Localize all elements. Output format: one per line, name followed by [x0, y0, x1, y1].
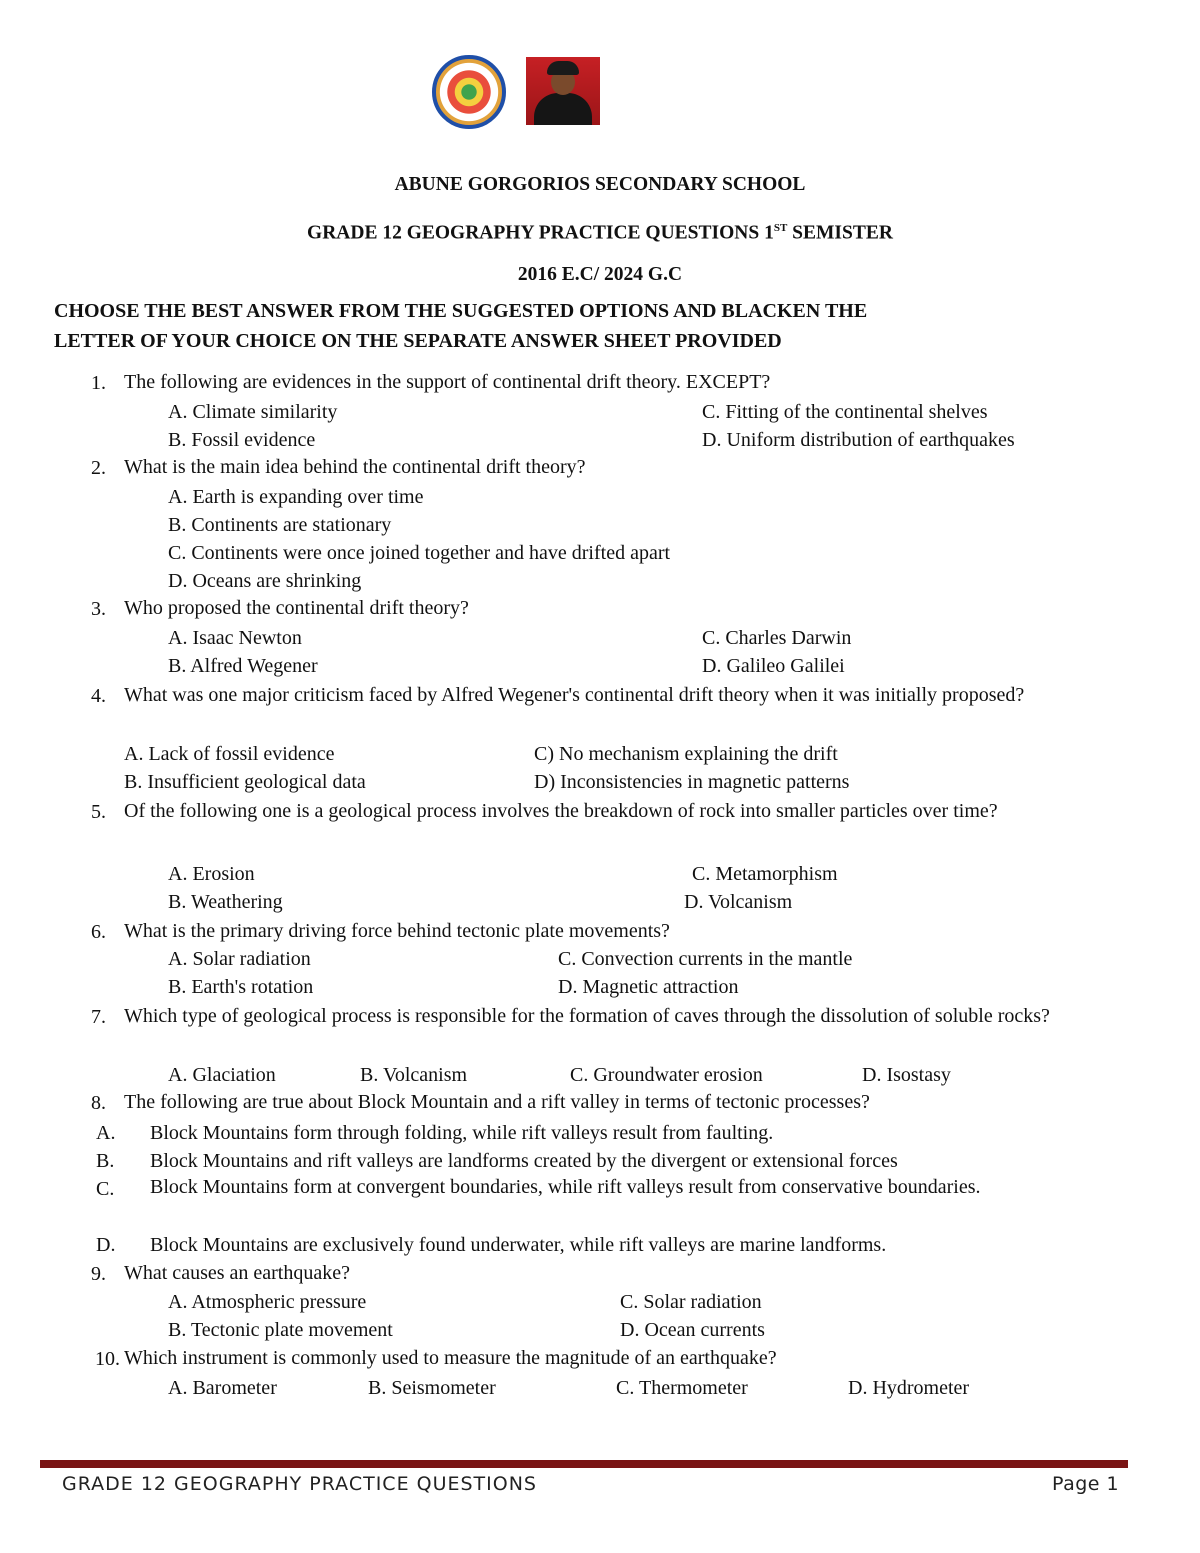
instructions: CHOOSE THE BEST ANSWER FROM THE SUGGESTED OPTIONS AND BLACKEN THE LETTER OF YOUR CHOICE ON THE SEPARATE ANSWER SHEET PROVIDED [54, 300, 868, 352]
question-stem: What is the main idea behind the continental drift theory? [124, 456, 586, 478]
option-c: C. Thermometer [616, 1377, 748, 1399]
question-number: 3. [91, 598, 106, 620]
option-d: D. Hydrometer [848, 1377, 970, 1399]
question-stem: What is the primary driving force behind tectonic plate movements? [124, 920, 670, 942]
school-name: ABUNE GORGORIOS SECONDARY SCHOOL [394, 174, 806, 195]
option-d-letter: D. [96, 1234, 116, 1256]
option-d: D. Oceans are shrinking [168, 570, 362, 592]
footer-rule [40, 1460, 1128, 1468]
option-b: B. Alfred Wegener [168, 655, 318, 677]
question-stem: Of the following one is a geological process involves the breakdown of rock into smaller particles over time? [124, 800, 998, 822]
option-d: D. Galileo Galilei [702, 655, 845, 677]
header-logos [432, 55, 600, 129]
academic-year: 2016 E.C/ 2024 G.C [517, 264, 683, 285]
option-b: B. Seismometer [368, 1377, 496, 1399]
option-c: C. Continents were once joined together and have drifted apart [168, 542, 671, 564]
option-a: A. Glaciation [168, 1064, 276, 1086]
question-number: 9. [91, 1263, 106, 1285]
question-stem: Which type of geological process is responsible for the formation of caves through the dissolution of soluble rocks? [124, 1005, 1050, 1027]
option-c: Block Mountains form at convergent boundaries, while rift valleys result from conservative boundaries. [150, 1176, 981, 1198]
option-d: D. Volcanism [684, 891, 793, 913]
question-stem: What was one major criticism faced by Alfred Wegener's continental drift theory when it was initially proposed? [124, 684, 1025, 706]
option-b-letter: B. [96, 1150, 115, 1172]
question-stem: The following are true about Block Mountain and a rift valley in terms of tectonic processes? [124, 1091, 870, 1113]
question-number: 10. [95, 1348, 120, 1370]
option-c: C. Solar radiation [620, 1291, 762, 1313]
page-number: Page 1 [1052, 1473, 1120, 1495]
question-number: 7. [91, 1006, 106, 1028]
question-number: 6. [91, 921, 106, 943]
question-number: 1. [91, 372, 106, 394]
question-stem: Which instrument is commonly used to measure the magnitude of an earthquake? [124, 1347, 777, 1369]
question-stem: The following are evidences in the support of continental drift theory. EXCEPT? [124, 371, 771, 393]
option-b: Block Mountains and rift valleys are landforms created by the divergent or extensional forces [150, 1150, 898, 1172]
option-a: A. Climate similarity [168, 401, 338, 423]
question-stem: What causes an earthquake? [124, 1262, 350, 1284]
question-stem: Who proposed the continental drift theory? [124, 597, 469, 619]
option-a: A. Lack of fossil evidence [124, 743, 335, 765]
question-number: 4. [91, 685, 106, 707]
option-d: D. Uniform distribution of earthquakes [702, 429, 1015, 451]
question-number: 5. [91, 801, 106, 823]
option-b: B. Tectonic plate movement [168, 1319, 393, 1341]
patron-portrait-image [526, 57, 600, 125]
option-d: D. Magnetic attraction [558, 976, 739, 998]
option-c: C. Convection currents in the mantle [558, 948, 853, 970]
option-d: D. Isostasy [862, 1064, 951, 1086]
option-a: A. Atmospheric pressure [168, 1291, 367, 1313]
option-c-letter: C. [96, 1178, 115, 1200]
option-b: B. Earth's rotation [168, 976, 314, 998]
option-c: C. Fitting of the continental shelves [702, 401, 988, 423]
option-a-letter: A. [96, 1122, 116, 1144]
question-number: 8. [91, 1092, 106, 1114]
page-title: GRADE 12 GEOGRAPHY PRACTICE QUESTIONS 1ST SEMISTER [307, 222, 893, 244]
option-a: A. Earth is expanding over time [168, 486, 424, 508]
footer-title: GRADE 12 GEOGRAPHY PRACTICE QUESTIONS [62, 1473, 537, 1495]
option-b: B. Continents are stationary [168, 514, 392, 536]
school-emblem-icon [432, 55, 506, 129]
option-a: A. Isaac Newton [168, 627, 302, 649]
option-d: D) Inconsistencies in magnetic patterns [534, 771, 850, 793]
option-b: B. Fossil evidence [168, 429, 316, 451]
option-c: C. Metamorphism [692, 863, 838, 885]
option-b: B. Weathering [168, 891, 283, 913]
option-a: A. Erosion [168, 863, 255, 885]
option-b: B. Volcanism [360, 1064, 468, 1086]
option-a: A. Solar radiation [168, 948, 311, 970]
option-c: C. Groundwater erosion [570, 1064, 763, 1086]
question-number: 2. [91, 457, 106, 479]
option-b: B. Insufficient geological data [124, 771, 366, 793]
option-a: A. Barometer [168, 1377, 277, 1399]
option-c: C) No mechanism explaining the drift [534, 743, 838, 765]
option-d: D. Ocean currents [620, 1319, 765, 1341]
option-c: C. Charles Darwin [702, 627, 852, 649]
option-a: Block Mountains form through folding, while rift valleys result from faulting. [150, 1122, 774, 1144]
option-d: Block Mountains are exclusively found underwater, while rift valleys are marine landforms. [150, 1234, 887, 1256]
